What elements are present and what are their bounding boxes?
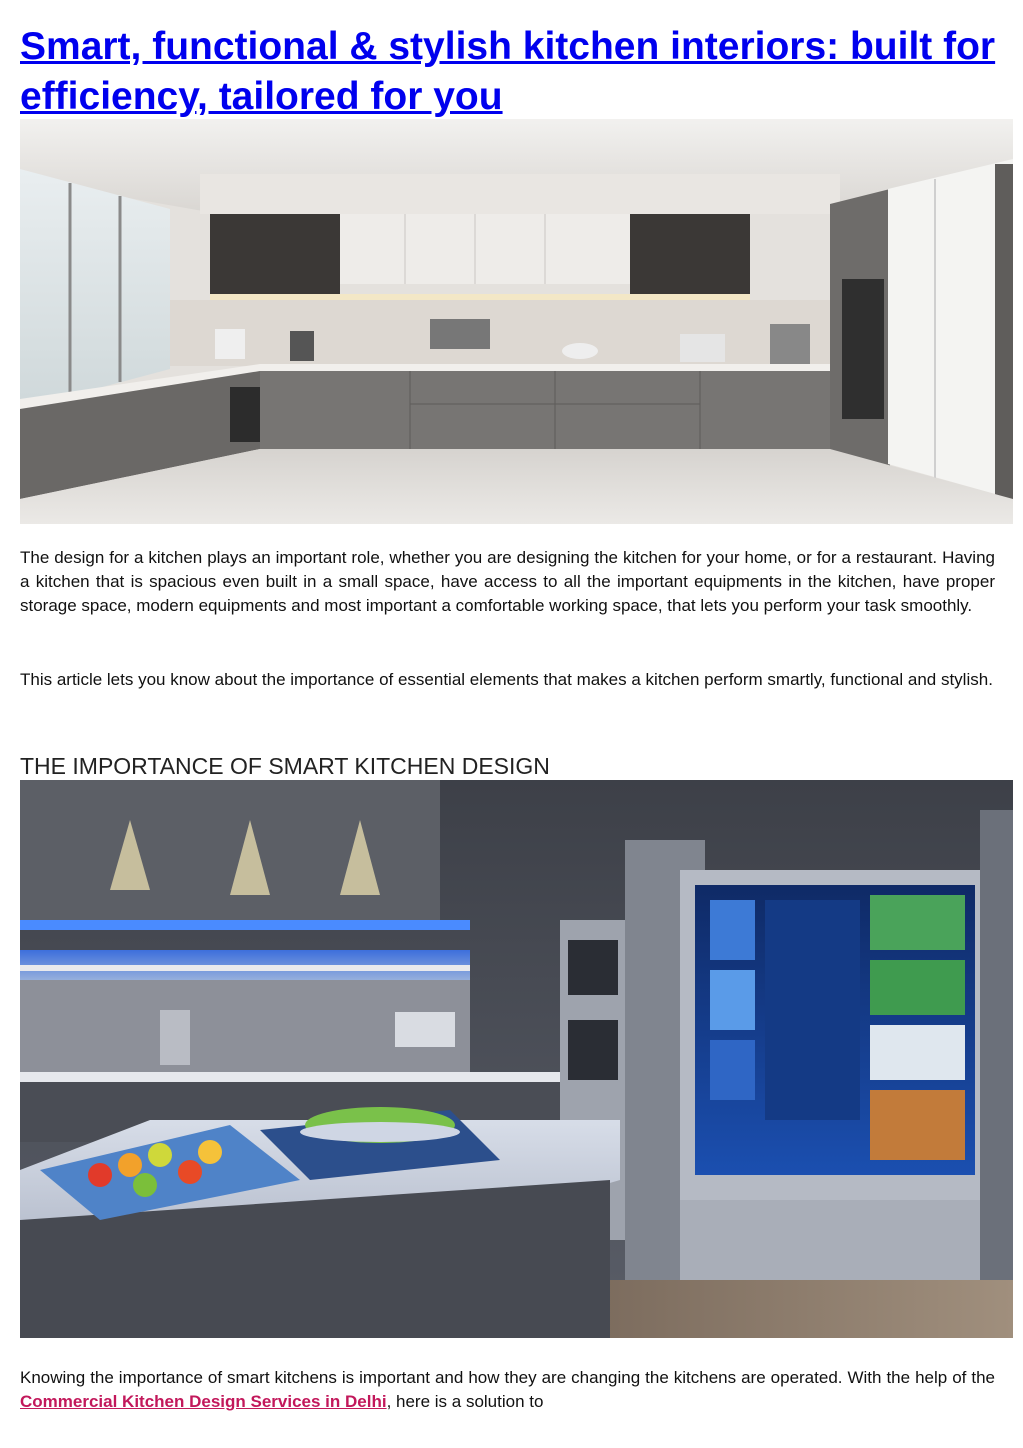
paragraph-3-text-after: , here is a solution to <box>386 1392 544 1411</box>
kitchen-photo-modern-grey <box>20 119 1013 524</box>
page-title-link[interactable]: Smart, functional & stylish kitchen interiors: built for efficiency, tailored for you <box>20 25 996 118</box>
section-heading: THE IMPORTANCE OF SMART KITCHEN DESIGN <box>20 753 550 779</box>
intro-paragraph-1: The design for a kitchen plays an important role, whether you are designing the kitchen for your home, or for a restaurant. Having a kitchen that is spacious even built in a small space, have access to all the important equipments in the kitchen, have proper storage space, modern equipments and most important a comfortable working space, that lets you perform your task smoothly. <box>20 548 995 615</box>
intro-paragraph-2: This article lets you know about the importance of essential elements that makes a kitchen perform smartly, functional and stylish. <box>20 670 993 689</box>
commercial-kitchen-design-link[interactable]: Commercial Kitchen Design Services in Delhi <box>20 1392 387 1411</box>
paragraph-3 <box>20 1366 995 1414</box>
paragraph-3-text-before: Knowing the importance of smart kitchens is important and how they are changing the kitchens are operated. With the help of the <box>20 1368 995 1387</box>
smart-kitchen-photo <box>20 780 1013 1338</box>
